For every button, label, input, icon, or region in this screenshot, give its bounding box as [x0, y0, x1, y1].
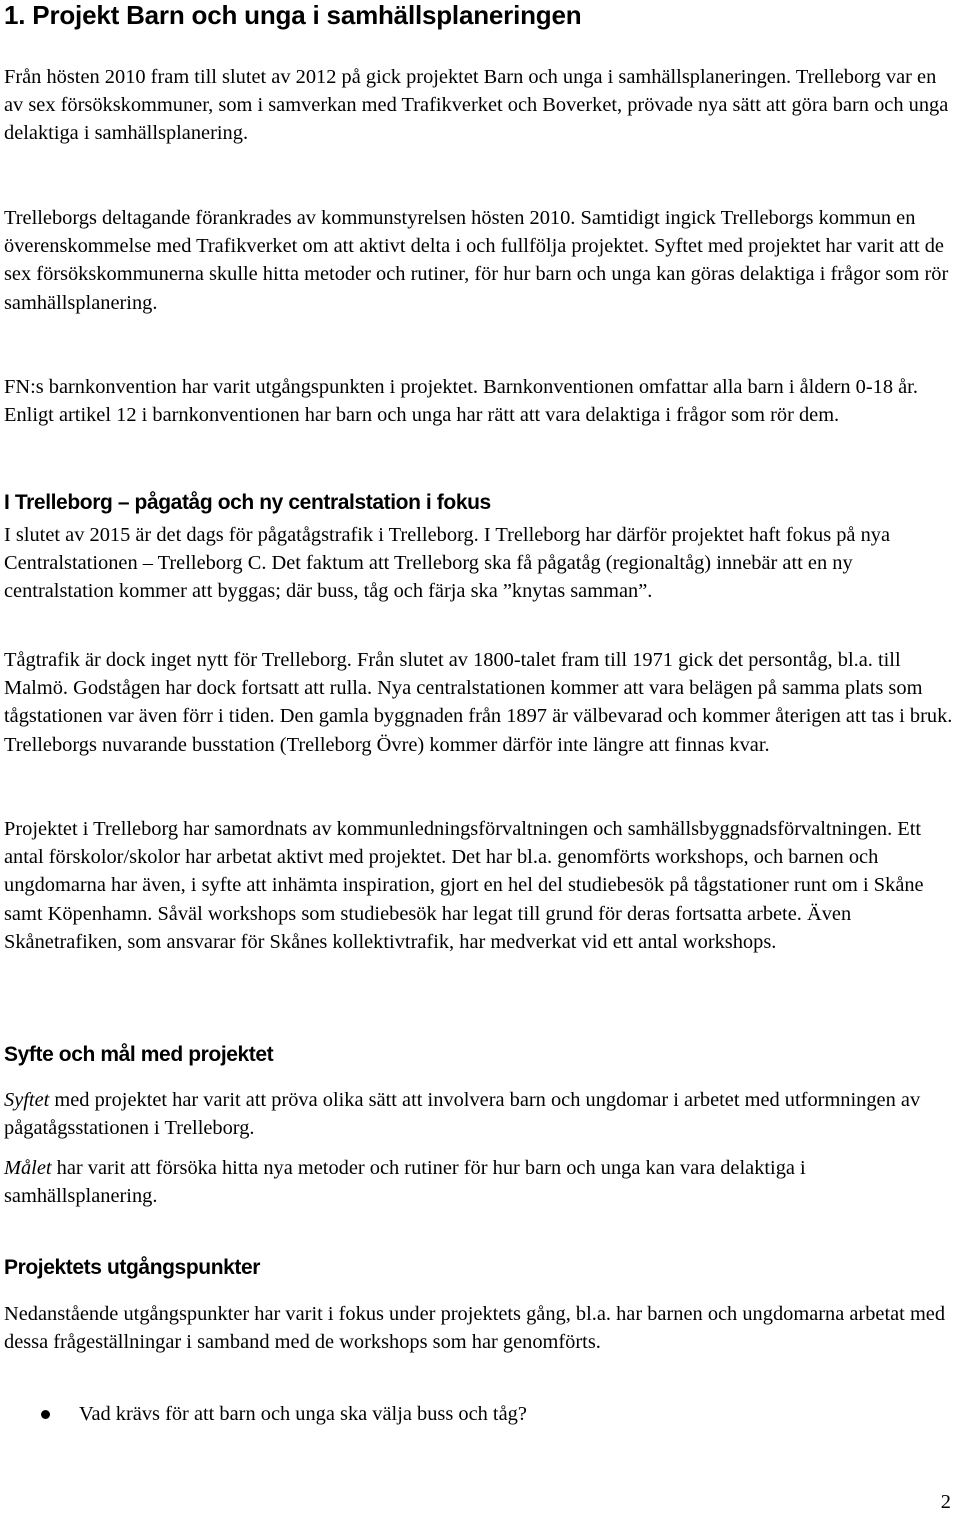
focus-paragraph-2: Tågtrafik är dock inget nytt för Trelleborg. Från slutet av 1800-talet fram till 1971 gick det persontåg, bl.a. till Malmö. Godstågen har dock fortsatt att rulla. Nya centralstationen kommer att vara belägen på samma plats som tågstationen var även förr i tiden. Den gamla byggnaden från 1897 är välbevarad och kommer återigen att tas i bruk. Trelleborgs nuvarande busstation (Trelleborg Övre) kommer därför inte längre att finnas kvar.: [4, 649, 953, 756]
goal-term-malet: Målet: [4, 1157, 52, 1179]
section-heading-points: Projektets utgångspunkter: [4, 1256, 261, 1279]
intro-paragraph-2: Trelleborgs deltagande förankrades av kommunstyrelsen hösten 2010. Samtidigt ingick Trelleborgs kommun en överenskommelse med Trafikverket om att aktivt delta i och fullfölja projektet. Syftet med projektet har varit att de sex försökskommunerna skulle hitta metoder och rutiner, för hur barn och unga kan göras delaktiga i frågor som rör samhällsplanering.: [4, 207, 949, 314]
page-heading: 1. Projekt Barn och unga i samhällsplaneringen: [4, 0, 582, 30]
list-item-text: Vad krävs för att barn och unga ska välja buss och tåg?: [79, 1403, 527, 1425]
goal-paragraph-1: [4, 1086, 954, 1142]
intro-paragraph-3: FN:s barnkonvention har varit utgångspunkten i projektet. Barnkonventionen omfattar alla barn i åldern 0-18 år. Enligt artikel 12 i barnkonventionen har barn och unga har rätt att vara delaktiga i frågor som rör dem.: [4, 376, 918, 427]
goal-term-syftet: Syftet: [4, 1089, 50, 1111]
bullet-list: [0, 1400, 960, 1428]
list-item: [0, 1400, 960, 1428]
page-number: 2: [940, 1491, 951, 1513]
section-heading-goal: Syfte och mål med projektet: [4, 1043, 274, 1066]
focus-paragraph-3: Projektet i Trelleborg har samordnats av kommunledningsförvaltningen och samhällsbyggnadsförvaltningen. Ett antal förskolor/skolor har arbetat aktivt med projektet. Det har bl.a. genomförts workshops, och barnen och ungdomarna har även, i syfte att inhämta inspiration, gjort en hel del studiebesök på tågstationer runt om i Skåne samt Köpenhamn. Såväl workshops som studiebesök har legat till grund för deras fortsatta arbete. Även Skånetrafiken, som ansvarar för Skånes kollektivtrafik, har medverkat vid ett antal workshops.: [4, 818, 924, 953]
intro-paragraph-1: Från hösten 2010 fram till slutet av 2012 på gick projektet Barn och unga i samhällsplaneringen. Trelleborg var en av sex försökskommuner, som i samverkan med Trafikverket och Boverket, prövade nya sätt att göra barn och unga delaktiga i samhällsplanering.: [4, 66, 949, 145]
section-heading-focus: I Trelleborg – pågatåg och ny centralstation i fokus: [4, 491, 491, 514]
goal-paragraph-2: [4, 1154, 954, 1210]
points-paragraph-1: Nedanstående utgångspunkter har varit i fokus under projektets gång, bl.a. har barnen och ungdomarna arbetat med dessa frågeställningar i samband med de workshops som har genomförts.: [4, 1303, 946, 1354]
goal-paragraph-2-text: har varit att försöka hitta nya metoder och rutiner för hur barn och unga kan vara delaktiga i samhällsplanering.: [4, 1157, 806, 1208]
focus-paragraph-1: I slutet av 2015 är det dags för pågatågstrafik i Trelleborg. I Trelleborg har därför projektet haft fokus på nya Centralstationen – Trelleborg C. Det faktum att Trelleborg ska få pågatåg (regionaltåg) innebär att en ny centralstation kommer att byggas; där buss, tåg och färja ska ”knytas samman”.: [4, 524, 891, 603]
goal-paragraph-1-text: med projektet har varit att pröva olika sätt att involvera barn och ungdomar i arbetet med utformningen av pågatågsstationen i Trelleborg.: [4, 1089, 921, 1140]
bullet-icon: [41, 1410, 50, 1419]
